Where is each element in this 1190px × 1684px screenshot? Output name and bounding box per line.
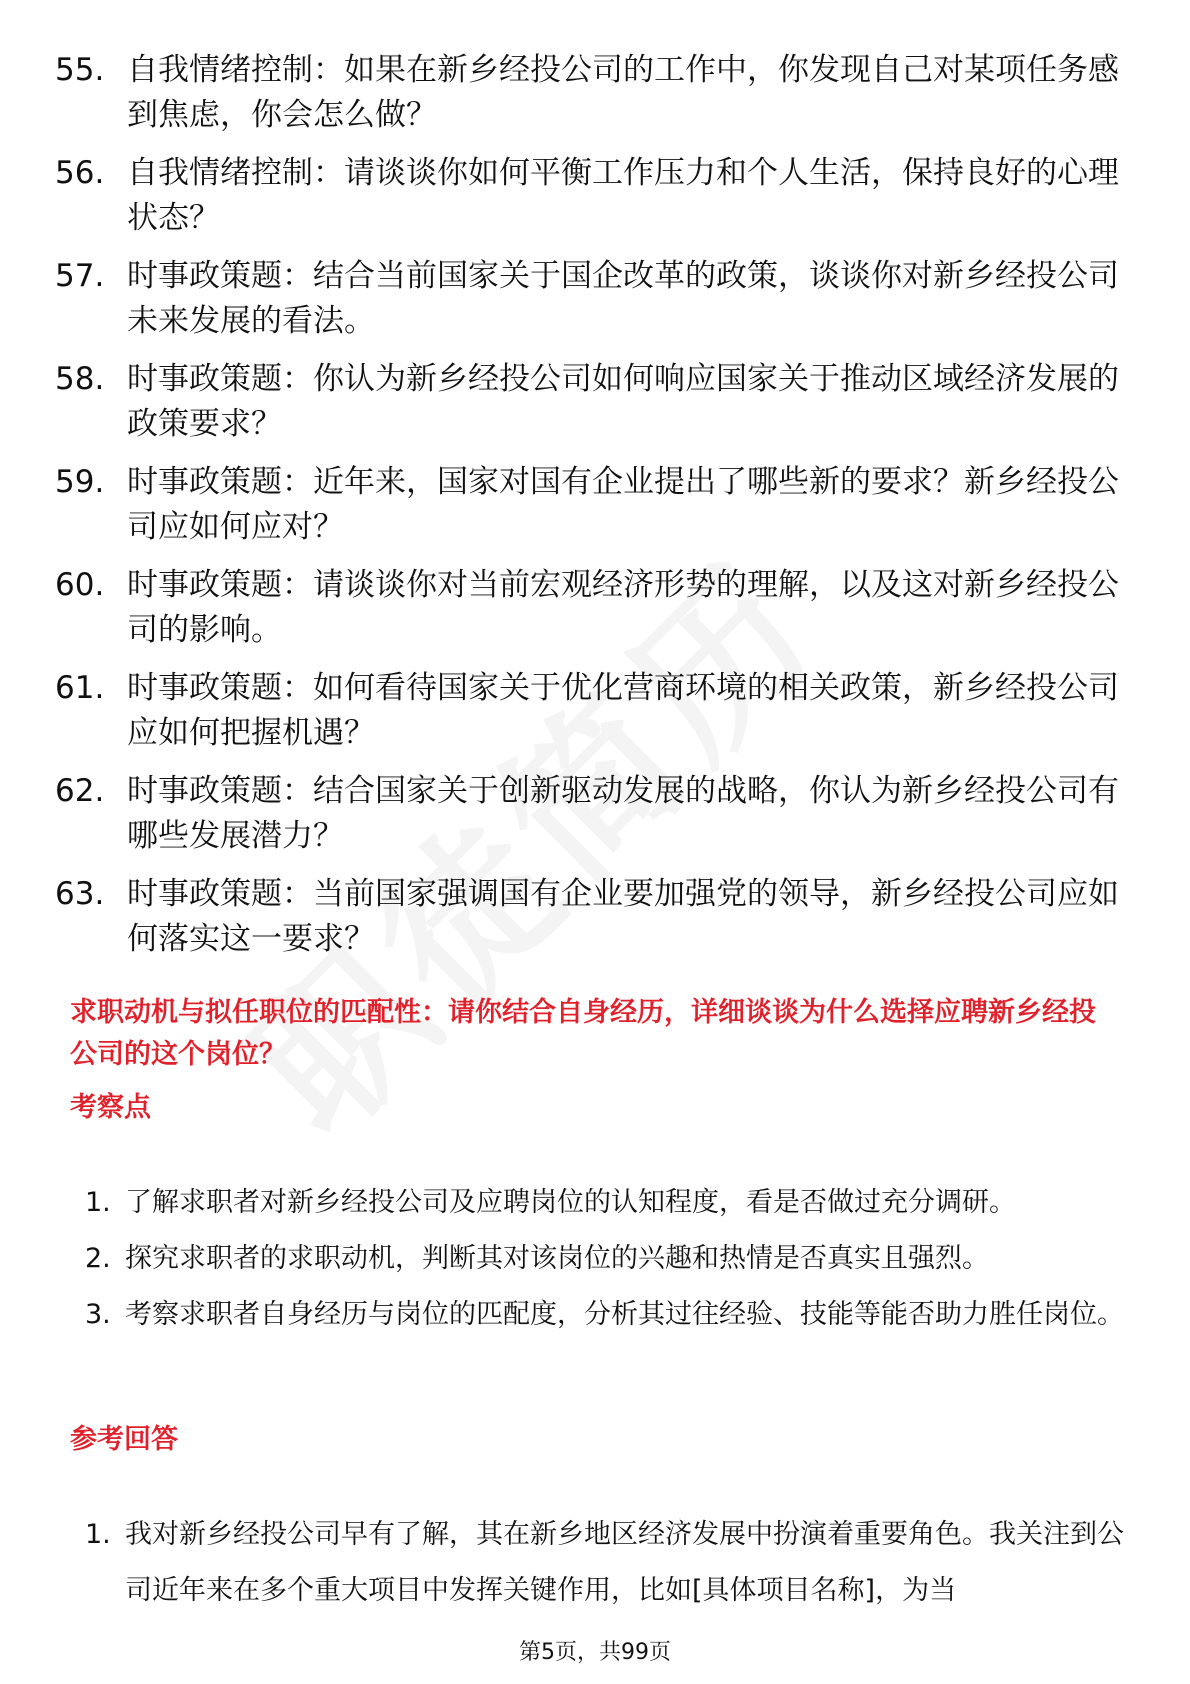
question-item [55,872,1135,962]
page-footer: 第5页，共99页 [519,1640,671,1665]
question-text: 时事政策题：近年来，国家对国有企业提出了哪些新的要求？新乡经投公司应如何应对？ [127,464,1119,545]
list-item-text: 我对新乡经投公司早有了解，其在新乡地区经济发展中扮演着重要角色。我关注到公司近年来在多个重大项目中发挥关键作用，比如[具体项目名称]，为当 [125,1519,1124,1606]
question-number: 63. [55,876,105,912]
question-item [55,666,1135,756]
section-question: 求职动机与拟任职位的匹配性：请你结合自身经历，详细谈谈为什么选择应聘新乡经投公司的这个岗位？ [70,997,1096,1070]
question-item [55,151,1135,241]
question-text: 自我情绪控制：请谈谈你如何平衡工作压力和个人生活，保持良好的心理状态？ [127,155,1119,236]
question-text: 时事政策题：结合当前国家关于国企改革的政策，谈谈你对新乡经投公司未来发展的看法。 [127,258,1119,339]
list-item-number: 3. [85,1299,111,1330]
question-number: 60. [55,567,105,603]
question-text: 时事政策题：请谈谈你对当前宏观经济形势的理解，以及这对新乡经投公司的影响。 [127,567,1119,648]
question-number: 62. [55,773,105,809]
question-list [55,48,1135,975]
question-item [55,563,1135,653]
list-item [85,1287,1125,1343]
question-text: 自我情绪控制：如果在新乡经投公司的工作中，你发现自己对某项任务感到焦虑，你会怎么做？ [127,52,1119,133]
list-item [85,1507,1125,1619]
list-item-text: 探究求职者的求职动机，判断其对该岗位的兴趣和热情是否真实且强烈。 [125,1243,989,1274]
list-item-number: 1. [85,1187,111,1218]
question-item [55,357,1135,447]
question-text: 时事政策题：你认为新乡经投公司如何响应国家关于推动区域经济发展的政策要求？ [127,361,1119,442]
question-number: 59. [55,464,105,500]
question-number: 61. [55,670,105,706]
question-item [55,769,1135,859]
question-number: 55. [55,52,105,88]
question-item [55,460,1135,550]
list-item-text: 考察求职者自身经历与岗位的匹配度，分析其过往经验、技能等能否助力胜任岗位。 [125,1299,1124,1330]
question-text: 时事政策题：结合国家关于创新驱动发展的战略，你认为新乡经投公司有哪些发展潜力？ [127,773,1119,854]
question-item [55,48,1135,138]
question-number: 56. [55,155,105,191]
question-number: 58. [55,361,105,397]
list-item [85,1175,1125,1231]
question-item [55,254,1135,344]
question-text: 时事政策题：当前国家强调国有企业要加强党的领导，新乡经投公司应如何落实这一要求？ [127,876,1119,957]
question-text: 时事政策题：如何看待国家关于优化营商环境的相关政策，新乡经投公司应如何把握机遇？ [127,670,1119,751]
points-heading: 考察点 [70,1092,151,1123]
list-item-number: 1. [85,1519,111,1550]
points-list [85,1175,1125,1343]
list-item-text: 了解求职者对新乡经投公司及应聘岗位的认知程度，看是否做过充分调研。 [125,1187,1016,1218]
question-number: 57. [55,258,105,294]
list-item [85,1231,1125,1287]
answer-heading: 参考回答 [70,1424,178,1455]
answer-list [85,1507,1125,1619]
list-item-number: 2. [85,1243,111,1274]
